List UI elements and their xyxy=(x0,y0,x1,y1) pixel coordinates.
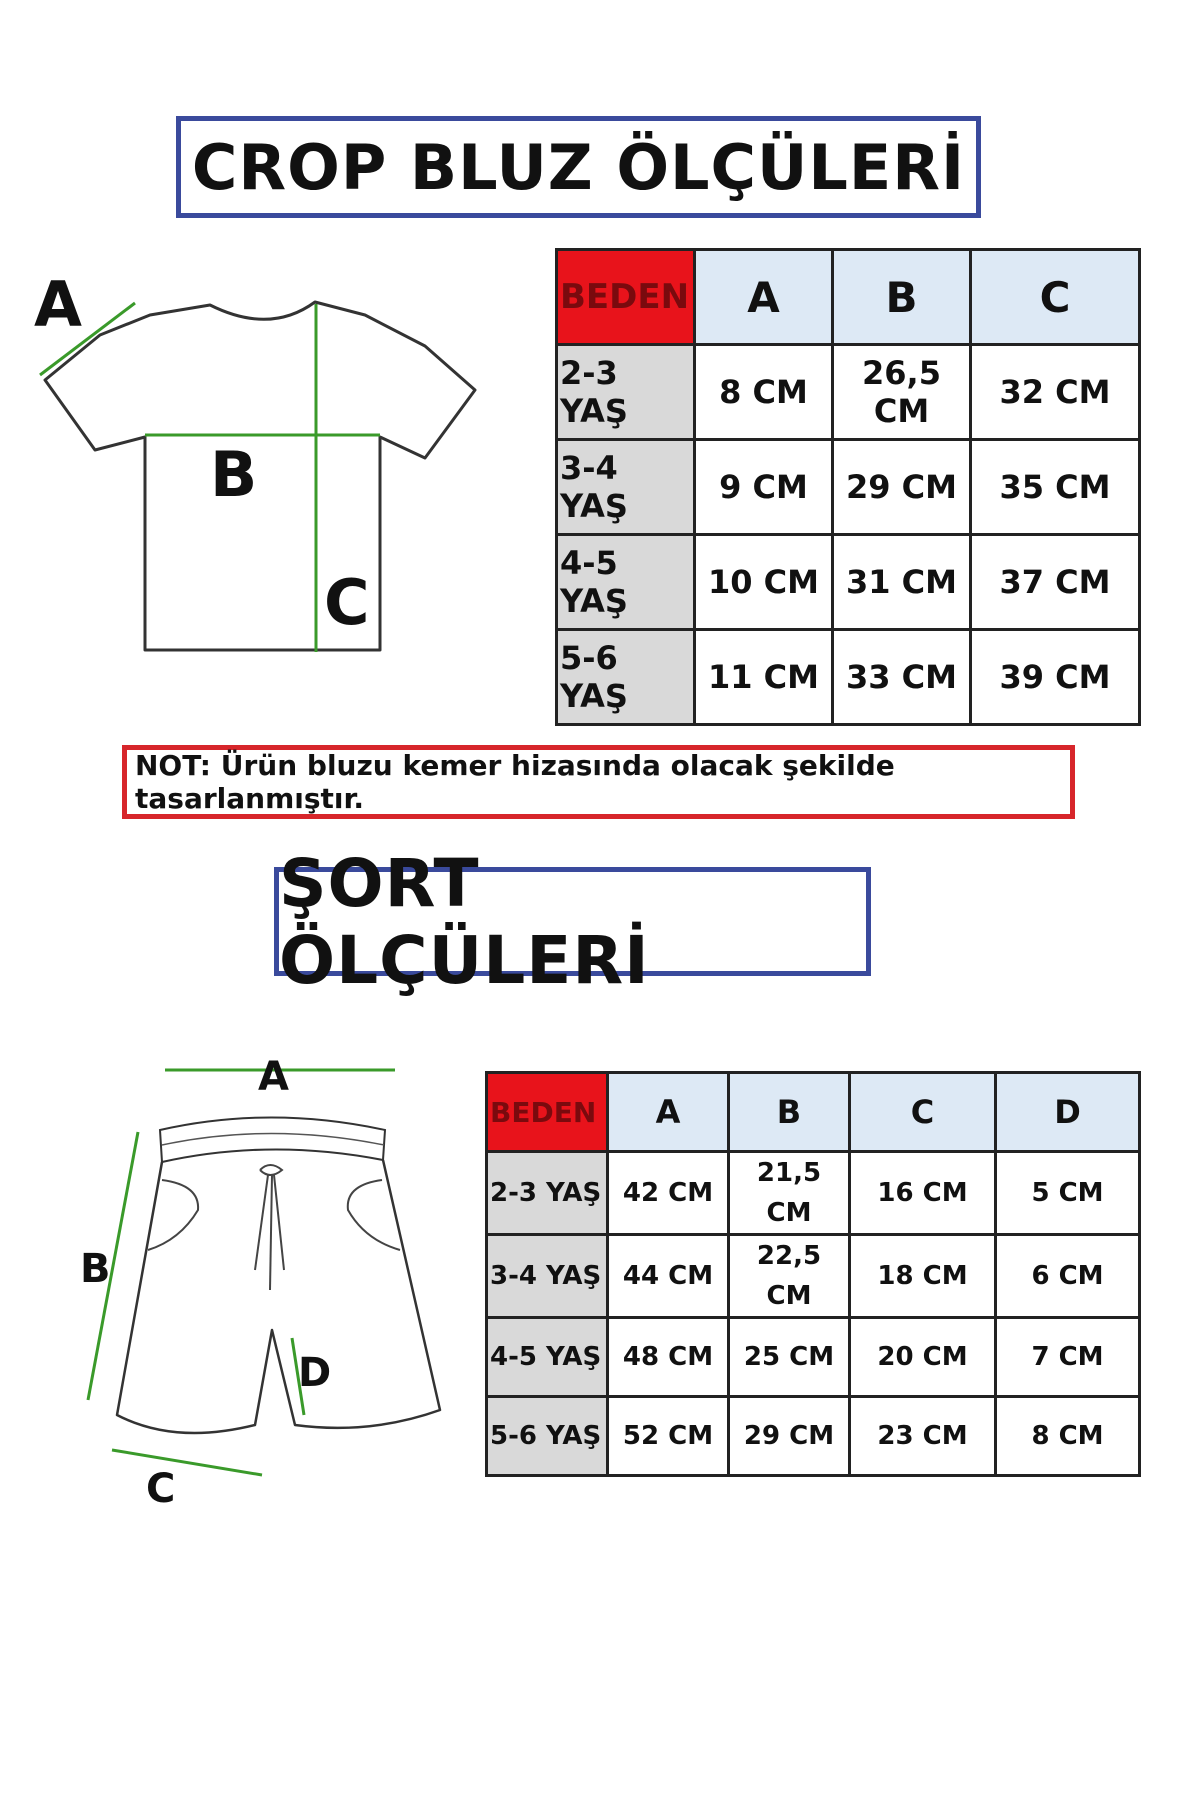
cell-a: 10 CM xyxy=(695,535,833,630)
cell-a: 11 CM xyxy=(695,630,833,725)
cell-b: 26,5 CM xyxy=(833,345,971,440)
cell-b: 33 CM xyxy=(833,630,971,725)
cell-a: 42 CM xyxy=(608,1152,729,1235)
cell-a: 44 CM xyxy=(608,1235,729,1318)
short-label-b: B xyxy=(80,1246,111,1292)
shorts-illustration xyxy=(70,1090,490,1490)
cell-c: 32 CM xyxy=(971,345,1140,440)
header-a: A xyxy=(608,1073,729,1152)
cell-a: 8 CM xyxy=(695,345,833,440)
cell-b: 25 CM xyxy=(729,1318,850,1397)
header-b: B xyxy=(729,1073,850,1152)
cell-c: 20 CM xyxy=(850,1318,996,1397)
crop-top-illustration xyxy=(30,260,530,680)
crop-note xyxy=(122,745,1075,819)
size-label: 2-3 YAŞ xyxy=(487,1152,608,1235)
cell-b: 29 CM xyxy=(833,440,971,535)
cell-b: 29 CM xyxy=(729,1397,850,1476)
crop-label-a: A xyxy=(34,268,82,341)
table-row xyxy=(487,1235,1140,1318)
cell-b: 22,5 CM xyxy=(729,1235,850,1318)
header-a: A xyxy=(695,250,833,345)
header-beden: BEDEN xyxy=(557,250,695,345)
short-label-a: A xyxy=(258,1054,289,1100)
cell-c: 39 CM xyxy=(971,630,1140,725)
cell-a: 9 CM xyxy=(695,440,833,535)
crop-note-text: NOT: Ürün bluzu kemer hizasında olacak şekilde tasarlanmıştır. xyxy=(135,749,895,815)
size-label: 5-6 YAŞ xyxy=(487,1397,608,1476)
table-row xyxy=(487,1318,1140,1397)
crop-title-text: CROP BLUZ ÖLÇÜLERİ xyxy=(191,130,966,204)
header-b: B xyxy=(833,250,971,345)
size-label: 4-5 YAŞ xyxy=(487,1318,608,1397)
table-header-row xyxy=(487,1073,1140,1152)
table-row xyxy=(557,345,1140,440)
tshirt-outline xyxy=(45,302,475,650)
cell-c: 37 CM xyxy=(971,535,1140,630)
cell-b: 21,5 CM xyxy=(729,1152,850,1235)
short-label-d: D xyxy=(298,1350,332,1396)
cell-d: 5 CM xyxy=(996,1152,1140,1235)
size-label: 2-3 YAŞ xyxy=(557,345,695,440)
size-label: 3-4 YAŞ xyxy=(487,1235,608,1318)
size-label: 4-5 YAŞ xyxy=(557,535,695,630)
table-row xyxy=(557,440,1140,535)
table-row xyxy=(487,1152,1140,1235)
table-row xyxy=(557,535,1140,630)
short-label-c: C xyxy=(146,1466,176,1512)
table-header-row xyxy=(557,250,1140,345)
cell-a: 48 CM xyxy=(608,1318,729,1397)
header-c: C xyxy=(850,1073,996,1152)
header-c: C xyxy=(971,250,1140,345)
size-label: 5-6 YAŞ xyxy=(557,630,695,725)
crop-label-c: C xyxy=(324,566,370,639)
size-label: 3-4 YAŞ xyxy=(557,440,695,535)
shorts-outline xyxy=(117,1160,440,1433)
cell-a: 52 CM xyxy=(608,1397,729,1476)
cell-c: 35 CM xyxy=(971,440,1140,535)
cell-c: 16 CM xyxy=(850,1152,996,1235)
cell-c: 18 CM xyxy=(850,1235,996,1318)
cell-c: 23 CM xyxy=(850,1397,996,1476)
crop-title xyxy=(176,116,981,218)
cell-b: 31 CM xyxy=(833,535,971,630)
short-size-table xyxy=(485,1071,1141,1477)
table-row xyxy=(487,1397,1140,1476)
cell-d: 7 CM xyxy=(996,1318,1140,1397)
crop-label-b: B xyxy=(210,438,258,511)
cell-d: 8 CM xyxy=(996,1397,1140,1476)
header-d: D xyxy=(996,1073,1140,1152)
crop-size-table xyxy=(555,248,1141,726)
short-title-text: ŞORT ÖLÇÜLERİ xyxy=(279,844,650,999)
table-row xyxy=(557,630,1140,725)
cell-d: 6 CM xyxy=(996,1235,1140,1318)
header-beden: BEDEN xyxy=(487,1073,608,1152)
measure-line-c xyxy=(112,1450,262,1475)
short-title xyxy=(274,844,871,999)
